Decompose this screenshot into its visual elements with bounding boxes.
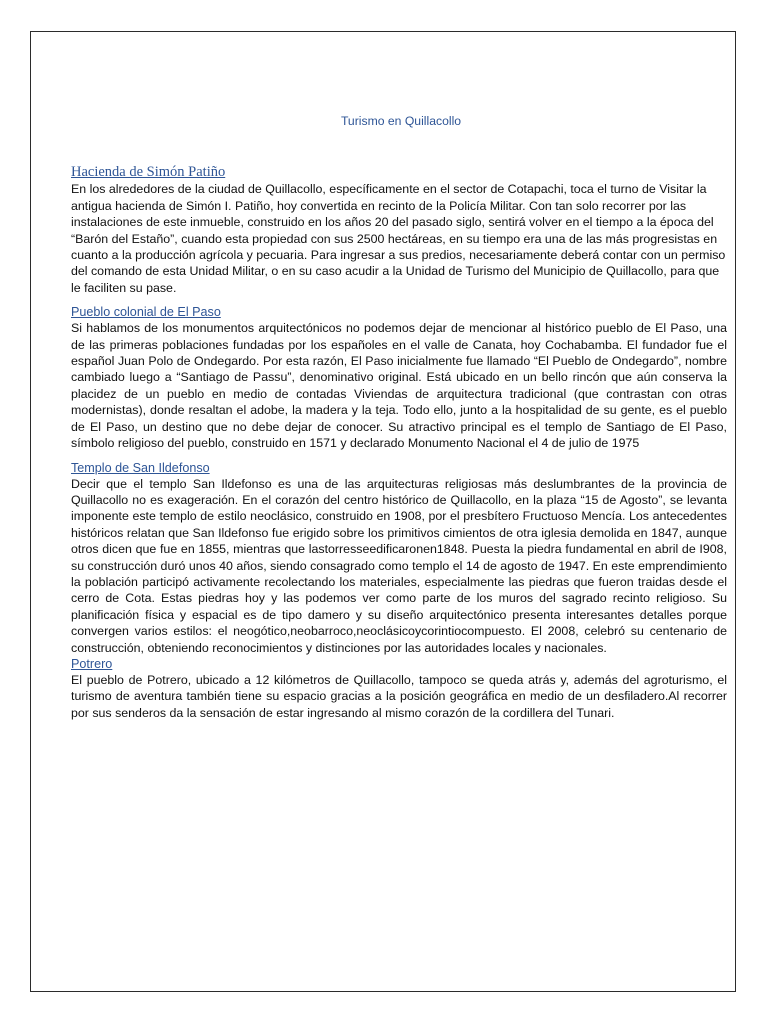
section-body-el-paso: Si hablamos de los monumentos arquitectónicos no podemos dejar de mencionar al histórico pueblo de El Paso, una de las primeras poblaciones fundadas por los españoles en el valle de Canata, hoy Cochabamba. El fundador fue el español Juan Polo de Ondegardo. Por esta razón, El Paso inicialmente fue llamado “El Pueblo de Ondegardo”, nombre cambiado luego a “Santiago de Passu”, denominativo original. Está ubicado en un bello rincón que aún conserva la placidez de un pueblo en medio de contadas Viviendas de arquitectura tradicional (que contrastan con otras modernistas), donde resaltan el adobe, la madera y la teja. Todo ello, junto a la hospitalidad de su gente, es el pueblo de El Paso, un destino que no debe dejar de conocer. Su atractivo principal es el templo de Santiago de El Paso, símbolo religioso del pueblo, construido en 1571 y declarado Monumento Nacional el 4 de julio de 1975 xyxy=(71,321,727,451)
section-body-hacienda: En los alrededores de la ciudad de Quillacollo, específicamente en el sector de Cotapachi, toca el turno de Visitar la antigua hacienda de Simón I. Patiño, hoy convertida en recinto de la Policía Militar. Con tan solo recorrer por las instalaciones de este inmueble, construido en los años 20 del pasado siglo, sentirá volver en el tiempo a la época del “Barón del Estaño”, cuando esta propiedad con sus 2500 hectáreas, en su tiempo era una de las más progresistas en cuanto a la producción agrícola y pecuaria. Para ingresar a sus predios, necesariamente deberá contar con un permiso del comando de esta Unidad Militar, o en su caso acudir a la Unidad de Turismo del Municipio de Quillacollo, para que le faciliten su pase. xyxy=(71,182,726,295)
section-heading-potrero: Potrero xyxy=(71,656,113,671)
spacer xyxy=(71,296,727,304)
section-heading-el-paso: Pueblo colonial de El Paso xyxy=(71,305,221,320)
document-content xyxy=(71,113,727,721)
document-page xyxy=(30,31,736,992)
spacer xyxy=(71,452,727,460)
section-heading-hacienda: Hacienda de Simón Patiño xyxy=(71,164,226,181)
section-heading-san-ildefonso: Templo de San Ildefonso xyxy=(71,460,210,475)
section-body-potrero: El pueblo de Potrero, ubicado a 12 kilómetros de Quillacollo, tampoco se queda atrás y, además del agroturismo, el turismo de aventura también tiene su espacio gracias a la posición geográfica en medio de un desfiladero.Al recorrer por sus senderos da la sensación de estar ingresando al mismo corazón de la cordillera del Tunari. xyxy=(71,672,727,720)
document-title: Turismo en Quillacollo xyxy=(340,114,462,128)
section-body-san-ildefonso: Decir que el templo San Ildefonso es una de las arquitecturas religiosas más deslumbrantes de la provincia de Quillacollo no es exageración. En el corazón del centro histórico de Quillacollo, en la plaza “15 de Agosto”, se levanta imponente este templo de estilo neoclásico, construido en 1908, por el presbítero Fructuoso Mencía. Los antecedentes históricos relatan que San Ildefonso fue erigido sobre los primitivos cimientos de otra iglesia demolida en 1847, aunque otros dicen que fue en 1855, mientras que lastorresseedificaronen1848. Puesta la piedra fundamental en abril de I908, su construcción duró unos 40 años, siendo consagrado como templo el 14 de agosto de 1947. En este emprendimiento la población participó activamente recolectando los materiales, especialmente las piedras que fueron traidas desde el cerro de Cota. Estas piedras hoy y las podemos ver como parte de los muros del sagrado recinto religioso. Su planificación física y espacial es de tipo damero y su diseño arquitectónico presenta interesantes detalles porque convergen varios estilos: el neogótico,neobarroco,neoclásicoycorintiocompuesto. El 2008, celebró su centenario de construcción, obteniendo reconocimientos y distinciones por las autoridades locales y nacionales. xyxy=(71,476,727,655)
